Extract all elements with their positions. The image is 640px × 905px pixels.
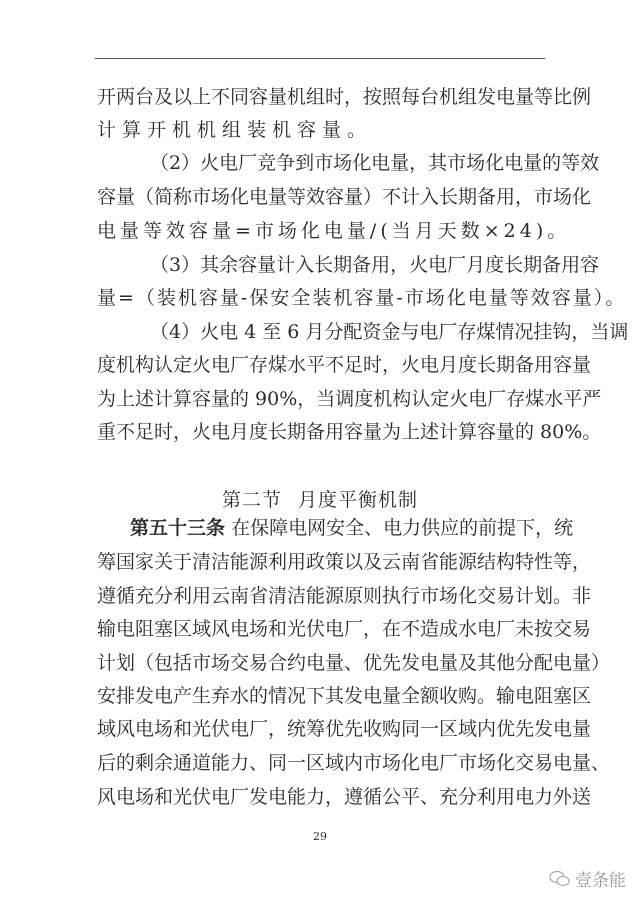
text-line: 域风电场和光伏电厂，统筹优先收购同一区域内优先发电量	[97, 718, 592, 740]
text-line: 容量（简称市场化电量等效容量）不计入长期备用，市场化	[97, 186, 592, 208]
text-line: （4）火电 4 至 6 月分配资金与电厂存煤情况挂钩，当调	[150, 321, 629, 343]
wechat-icon	[549, 870, 571, 888]
text-line: 电量等效容量=市场化电量/(当月天数×24)。	[97, 220, 571, 242]
section-title: 月度平衡机制	[298, 489, 419, 511]
text-line: 遵循充分利用云南省清洁能源原则执行市场化交易计划。非	[97, 585, 592, 607]
watermark	[549, 866, 626, 891]
text-line: 为上述计算容量的 90%，当调度机构认定火电厂存煤水平严	[97, 388, 602, 410]
text-line: （3）其余容量计入长期备用，火电厂月度长期备用容	[150, 254, 600, 276]
article-first-line	[130, 516, 574, 540]
section-number: 第二节	[221, 489, 282, 511]
page-number: 29	[313, 830, 327, 843]
text-line: 计划（包括市场交易合约电量、优先发电量及其他分配电量）	[97, 652, 611, 674]
text-line: 重不足时，火电月度长期备用容量为上述计算容量的 80%。	[97, 421, 602, 443]
article-text: 在保障电网安全、电力供应的前提下，统	[231, 517, 574, 539]
text-line: 安排发电产生弃水的情况下其发电量全额收购。输电阻塞区	[97, 685, 592, 707]
text-line: 量=（装机容量-保安全装机容量-市场化电量等效容量）。	[97, 287, 627, 309]
text-line: 计算开机机组装机容量。	[97, 119, 373, 141]
text-line: （2）火电厂竞争到市场化电量，其市场化电量的等效	[150, 152, 600, 174]
text-line: 风电场和光伏电厂发电能力，遵循公平、充分利用电力外送	[97, 786, 592, 808]
text-line: 度机构认定火电厂存煤水平不足时，火电月度长期备用容量	[97, 354, 592, 376]
header-rule	[95, 58, 545, 59]
section-heading	[0, 485, 640, 512]
text-line: 开两台及以上不同容量机组时，按照每台机组发电量等比例	[97, 86, 592, 108]
watermark-text: 壹条能	[575, 871, 626, 891]
article-label: 第五十三条	[130, 517, 226, 539]
text-line: 后的剩余通道能力、同一区域内市场化电厂市场化交易电量、	[97, 752, 611, 774]
text-line: 筹国家关于清洁能源利用政策以及云南省能源结构特性等，	[97, 551, 592, 573]
text-line: 输电阻塞区域风电场和光伏电厂，在不造成水电厂未按交易	[97, 618, 592, 640]
